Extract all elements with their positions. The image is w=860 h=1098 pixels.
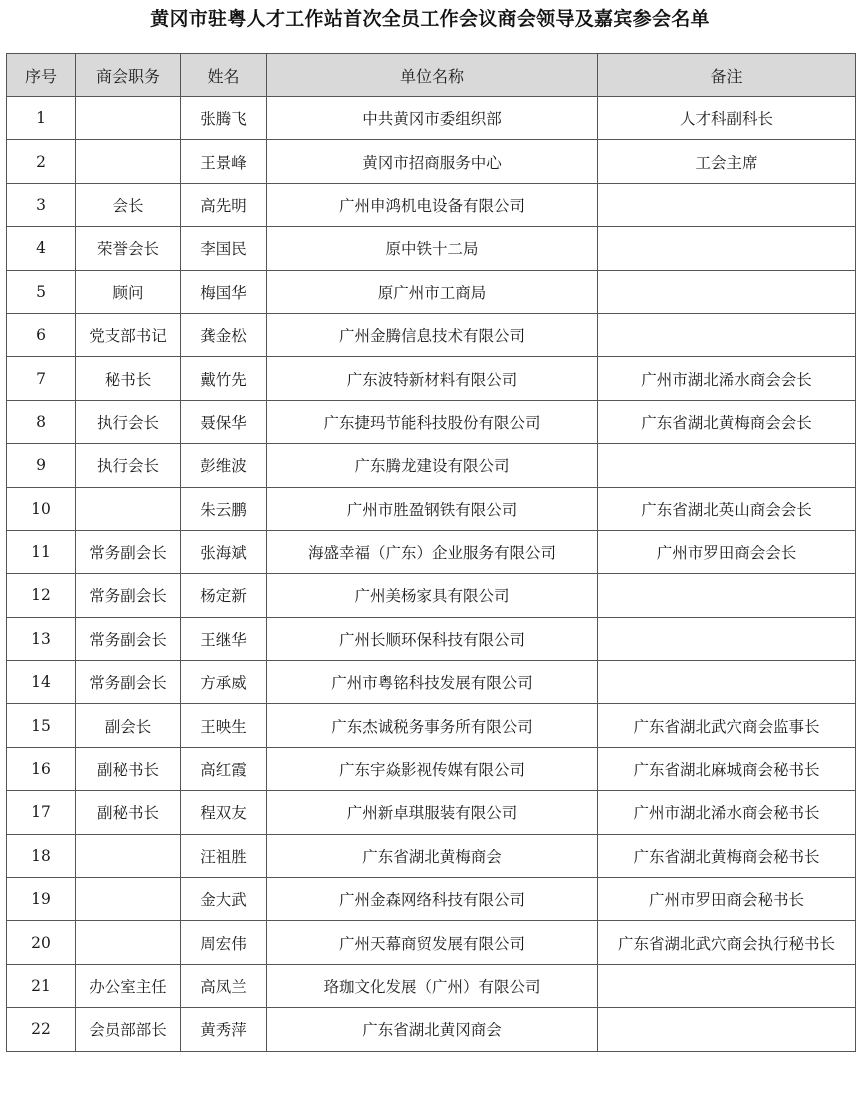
- cell-remarks: [598, 270, 856, 313]
- cell-serial: 19: [7, 878, 76, 921]
- cell-position: 顾问: [76, 270, 181, 313]
- cell-organization: 广州市胜盈钢铁有限公司: [267, 487, 598, 530]
- table-row: [7, 183, 856, 226]
- cell-name: 王景峰: [181, 140, 267, 183]
- cell-name: 彭维波: [181, 444, 267, 487]
- cell-remarks: 广东省湖北武穴商会监事长: [598, 704, 856, 747]
- header-row: [7, 54, 856, 97]
- cell-name: 金大武: [181, 878, 267, 921]
- cell-organization: 广东腾龙建设有限公司: [267, 444, 598, 487]
- table-row: [7, 444, 856, 487]
- cell-organization: 广州申鸿机电设备有限公司: [267, 183, 598, 226]
- cell-serial: 6: [7, 313, 76, 356]
- cell-remarks: 广东省湖北黄梅商会秘书长: [598, 834, 856, 877]
- table-row: [7, 964, 856, 1007]
- cell-remarks: [598, 444, 856, 487]
- cell-serial: 22: [7, 1008, 76, 1051]
- cell-position: [76, 97, 181, 140]
- table-row: [7, 617, 856, 660]
- cell-organization: 原广州市工商局: [267, 270, 598, 313]
- cell-remarks: 广州市罗田商会秘书长: [598, 878, 856, 921]
- cell-position: 办公室主任: [76, 964, 181, 1007]
- cell-name: 高先明: [181, 183, 267, 226]
- table-row: [7, 313, 856, 356]
- cell-position: 秘书长: [76, 357, 181, 400]
- cell-position: 常务副会长: [76, 574, 181, 617]
- cell-remarks: [598, 1008, 856, 1051]
- cell-organization: 广州美杨家具有限公司: [267, 574, 598, 617]
- cell-remarks: 广东省湖北麻城商会秘书长: [598, 747, 856, 790]
- cell-remarks: 人才科副科长: [598, 97, 856, 140]
- cell-remarks: [598, 964, 856, 1007]
- cell-remarks: 广州市湖北浠水商会会长: [598, 357, 856, 400]
- cell-remarks: 广州市罗田商会会长: [598, 530, 856, 573]
- cell-organization: 广州长顺环保科技有限公司: [267, 617, 598, 660]
- cell-name: 李国民: [181, 227, 267, 270]
- cell-organization: 广州天幕商贸发展有限公司: [267, 921, 598, 964]
- cell-organization: 广州新卓琪服装有限公司: [267, 791, 598, 834]
- cell-serial: 12: [7, 574, 76, 617]
- table-row: [7, 574, 856, 617]
- table-row: [7, 400, 856, 443]
- header-serial: 序号: [7, 54, 76, 97]
- cell-serial: 11: [7, 530, 76, 573]
- cell-serial: 4: [7, 227, 76, 270]
- cell-remarks: [598, 313, 856, 356]
- cell-name: 方承威: [181, 661, 267, 704]
- table-row: [7, 227, 856, 270]
- cell-position: 执行会长: [76, 400, 181, 443]
- table-row: [7, 834, 856, 877]
- cell-name: 戴竹先: [181, 357, 267, 400]
- table-row: [7, 704, 856, 747]
- attendee-table: [6, 53, 856, 1052]
- cell-remarks: 广东省湖北英山商会会长: [598, 487, 856, 530]
- table-row: [7, 97, 856, 140]
- cell-position: [76, 140, 181, 183]
- cell-organization: 广东省湖北黄冈商会: [267, 1008, 598, 1051]
- cell-position: 党支部书记: [76, 313, 181, 356]
- cell-name: 聂保华: [181, 400, 267, 443]
- cell-organization: 黄冈市招商服务中心: [267, 140, 598, 183]
- cell-serial: 10: [7, 487, 76, 530]
- cell-position: 常务副会长: [76, 617, 181, 660]
- cell-organization: 广东杰诚税务事务所有限公司: [267, 704, 598, 747]
- cell-organization: 广东宇焱影视传媒有限公司: [267, 747, 598, 790]
- cell-position: 会员部部长: [76, 1008, 181, 1051]
- cell-remarks: 广州市湖北浠水商会秘书长: [598, 791, 856, 834]
- cell-serial: 2: [7, 140, 76, 183]
- table-row: [7, 140, 856, 183]
- cell-name: 汪祖胜: [181, 834, 267, 877]
- cell-position: [76, 878, 181, 921]
- cell-position: 常务副会长: [76, 530, 181, 573]
- header-organization: 单位名称: [267, 54, 598, 97]
- cell-serial: 16: [7, 747, 76, 790]
- cell-name: 高凤兰: [181, 964, 267, 1007]
- cell-name: 龚金松: [181, 313, 267, 356]
- cell-organization: 广州金森网络科技有限公司: [267, 878, 598, 921]
- cell-serial: 17: [7, 791, 76, 834]
- table-row: [7, 661, 856, 704]
- table-row: [7, 487, 856, 530]
- cell-position: 常务副会长: [76, 661, 181, 704]
- cell-position: [76, 921, 181, 964]
- cell-remarks: 广东省湖北黄梅商会会长: [598, 400, 856, 443]
- header-remarks: 备注: [598, 54, 856, 97]
- cell-serial: 9: [7, 444, 76, 487]
- cell-position: [76, 834, 181, 877]
- table-row: [7, 747, 856, 790]
- cell-remarks: [598, 227, 856, 270]
- cell-serial: 5: [7, 270, 76, 313]
- cell-serial: 18: [7, 834, 76, 877]
- cell-serial: 3: [7, 183, 76, 226]
- cell-organization: 海盛幸福（广东）企业服务有限公司: [267, 530, 598, 573]
- cell-organization: 原中铁十二局: [267, 227, 598, 270]
- cell-organization: 中共黄冈市委组织部: [267, 97, 598, 140]
- table-row: [7, 270, 856, 313]
- cell-name: 张腾飞: [181, 97, 267, 140]
- cell-name: 高红霞: [181, 747, 267, 790]
- cell-name: 杨定新: [181, 574, 267, 617]
- cell-name: 梅国华: [181, 270, 267, 313]
- cell-serial: 21: [7, 964, 76, 1007]
- table-row: [7, 357, 856, 400]
- table-row: [7, 1008, 856, 1051]
- cell-remarks: 广东省湖北武穴商会执行秘书长: [598, 921, 856, 964]
- header-position: 商会职务: [76, 54, 181, 97]
- cell-position: 副会长: [76, 704, 181, 747]
- cell-name: 张海斌: [181, 530, 267, 573]
- cell-position: 荣誉会长: [76, 227, 181, 270]
- cell-organization: 广州市粤铭科技发展有限公司: [267, 661, 598, 704]
- table-row: [7, 878, 856, 921]
- cell-name: 周宏伟: [181, 921, 267, 964]
- cell-name: 王继华: [181, 617, 267, 660]
- cell-position: 执行会长: [76, 444, 181, 487]
- cell-serial: 15: [7, 704, 76, 747]
- cell-organization: 广东省湖北黄梅商会: [267, 834, 598, 877]
- cell-name: 程双友: [181, 791, 267, 834]
- page-title: 黄冈市驻粤人才工作站首次全员工作会议商会领导及嘉宾参会名单: [150, 8, 710, 30]
- cell-remarks: [598, 574, 856, 617]
- cell-remarks: 工会主席: [598, 140, 856, 183]
- cell-serial: 20: [7, 921, 76, 964]
- table-row: [7, 921, 856, 964]
- cell-remarks: [598, 617, 856, 660]
- table-row: [7, 530, 856, 573]
- cell-serial: 8: [7, 400, 76, 443]
- cell-serial: 13: [7, 617, 76, 660]
- header-name: 姓名: [181, 54, 267, 97]
- table-row: [7, 791, 856, 834]
- cell-position: 副秘书长: [76, 747, 181, 790]
- cell-name: 王映生: [181, 704, 267, 747]
- cell-position: [76, 487, 181, 530]
- cell-organization: 广东波特新材料有限公司: [267, 357, 598, 400]
- cell-serial: 7: [7, 357, 76, 400]
- cell-position: 副秘书长: [76, 791, 181, 834]
- cell-serial: 1: [7, 97, 76, 140]
- cell-organization: 广东捷玛节能科技股份有限公司: [267, 400, 598, 443]
- cell-position: 会长: [76, 183, 181, 226]
- cell-remarks: [598, 661, 856, 704]
- cell-remarks: [598, 183, 856, 226]
- cell-name: 黄秀萍: [181, 1008, 267, 1051]
- cell-organization: 广州金腾信息技术有限公司: [267, 313, 598, 356]
- cell-serial: 14: [7, 661, 76, 704]
- cell-name: 朱云鹏: [181, 487, 267, 530]
- cell-organization: 珞珈文化发展（广州）有限公司: [267, 964, 598, 1007]
